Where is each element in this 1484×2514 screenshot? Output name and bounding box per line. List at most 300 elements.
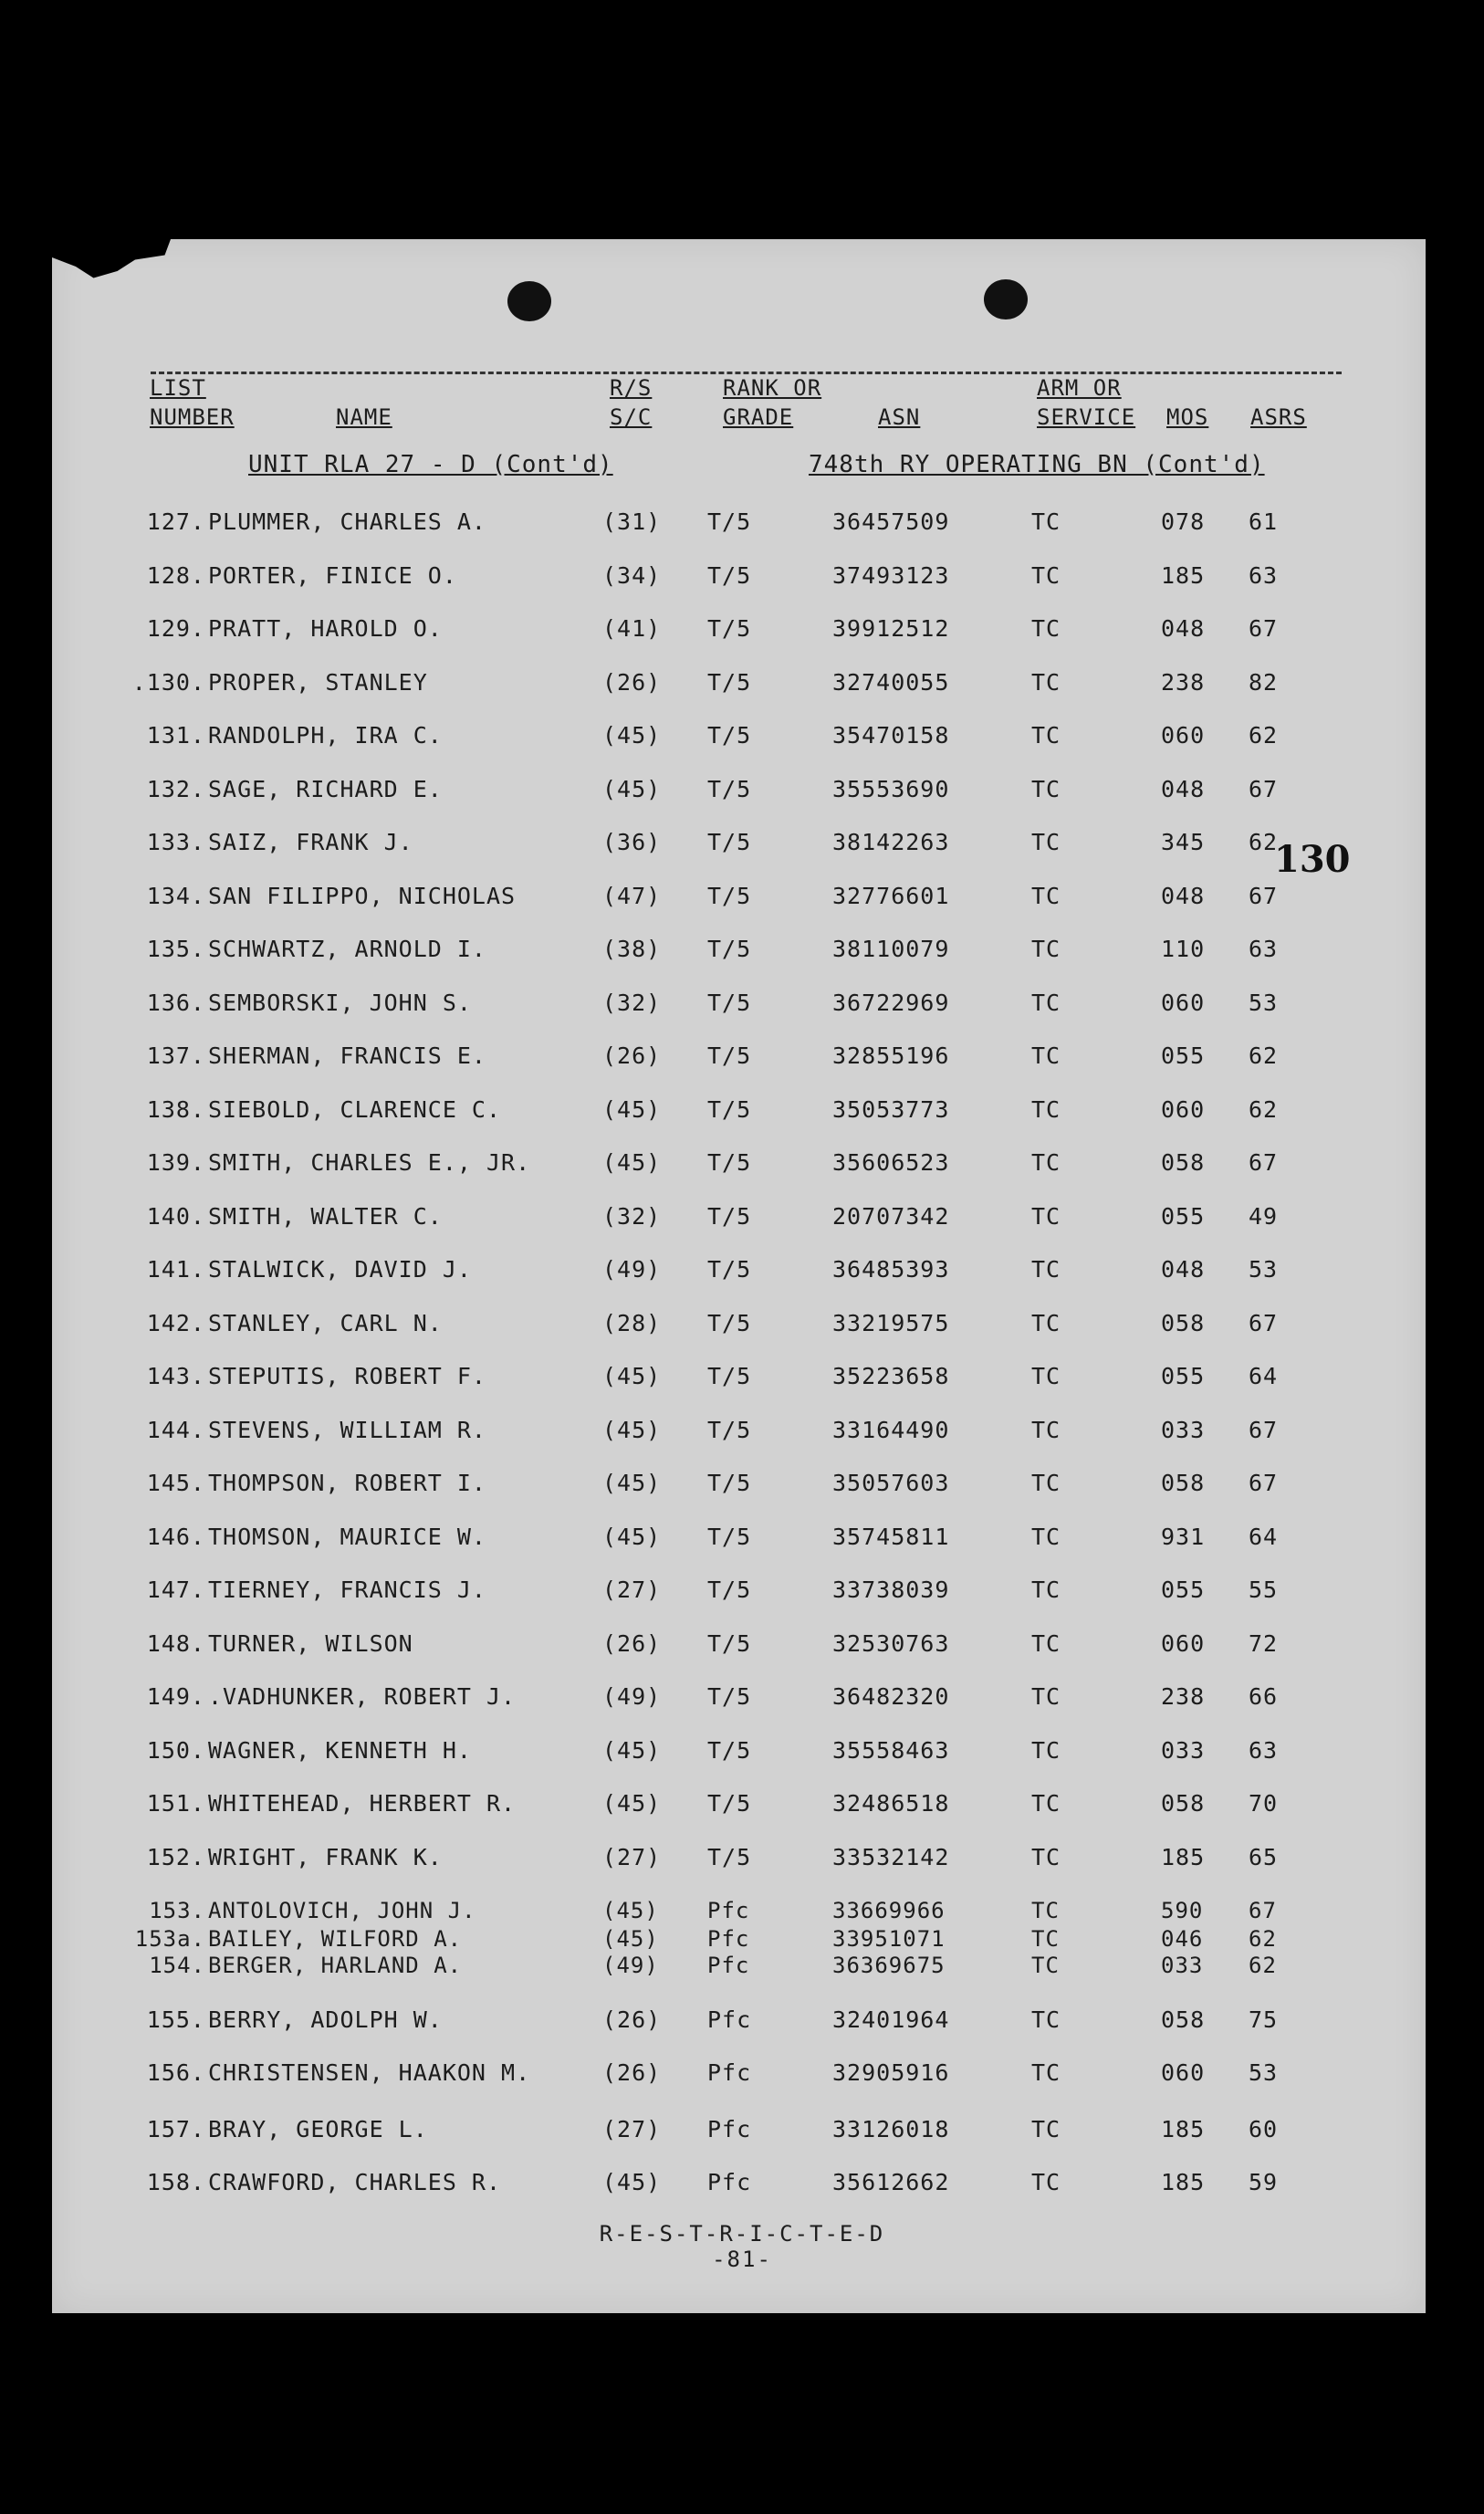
cell-num: 155. bbox=[146, 2006, 205, 2033]
cell-mos: 185 bbox=[1161, 1844, 1206, 1870]
cell-asn: 35745811 bbox=[832, 1524, 950, 1550]
cell-rs: (49) bbox=[602, 1953, 659, 1978]
cell-rank: Pfc bbox=[707, 1898, 750, 1923]
cell-name: .VADHUNKER, ROBERT J. bbox=[208, 1683, 517, 1710]
table-row bbox=[0, 1524, 1484, 1551]
cell-asrs: 67 bbox=[1249, 1310, 1279, 1336]
cell-mos: 048 bbox=[1161, 615, 1206, 642]
cell-num: 142. bbox=[146, 1310, 205, 1336]
cell-asrs: 63 bbox=[1249, 1737, 1279, 1764]
cell-asn: 32740055 bbox=[832, 669, 950, 696]
cell-rank: T/5 bbox=[707, 1790, 752, 1817]
cell-rank: T/5 bbox=[707, 1042, 752, 1069]
cell-mos: 060 bbox=[1161, 722, 1206, 749]
cell-name: RANDOLPH, IRA C. bbox=[208, 722, 443, 749]
cell-asn: 33219575 bbox=[832, 1310, 950, 1336]
cell-name: STEVENS, WILLIAM R. bbox=[208, 1417, 486, 1443]
footer-classification: R-E-S-T-R-I-C-T-E-D bbox=[599, 2221, 885, 2247]
cell-asrs: 67 bbox=[1249, 883, 1279, 909]
cell-asn: 36722969 bbox=[832, 990, 950, 1016]
cell-name: THOMPSON, ROBERT I. bbox=[208, 1470, 486, 1496]
cell-asn: 38110079 bbox=[832, 936, 950, 962]
table-row bbox=[0, 829, 1484, 856]
cell-arm: TC bbox=[1031, 1363, 1061, 1389]
table-row bbox=[0, 1952, 1484, 1979]
cell-asn: 32855196 bbox=[832, 1042, 950, 1069]
cell-arm: TC bbox=[1031, 1256, 1061, 1283]
table-row bbox=[0, 562, 1484, 590]
cell-rs: (45) bbox=[602, 1149, 662, 1176]
cell-name: PLUMMER, CHARLES A. bbox=[208, 508, 486, 535]
table-row bbox=[0, 1683, 1484, 1711]
cell-asrs: 67 bbox=[1249, 1417, 1279, 1443]
cell-rs: (32) bbox=[602, 990, 662, 1016]
cell-asrs: 62 bbox=[1249, 1042, 1279, 1069]
cell-num: 131. bbox=[146, 722, 205, 749]
cell-mos: 033 bbox=[1161, 1417, 1206, 1443]
cell-asrs: 60 bbox=[1249, 2116, 1279, 2142]
table-row bbox=[0, 1897, 1484, 1924]
cell-rank: T/5 bbox=[707, 1203, 752, 1230]
cell-asn: 35606523 bbox=[832, 1149, 950, 1176]
cell-asn: 35558463 bbox=[832, 1737, 950, 1764]
cell-num: 153. bbox=[149, 1898, 205, 1923]
cell-name: PRATT, HAROLD O. bbox=[208, 615, 443, 642]
cell-num: 158. bbox=[146, 2169, 205, 2195]
cell-name: SAIZ, FRANK J. bbox=[208, 829, 413, 855]
cell-num: 139. bbox=[146, 1149, 205, 1176]
cell-rank: Pfc bbox=[707, 2116, 752, 2142]
cell-asn: 35223658 bbox=[832, 1363, 950, 1389]
cell-num: 144. bbox=[146, 1417, 205, 1443]
cell-name: SAGE, RICHARD E. bbox=[208, 776, 443, 802]
cell-rank: T/5 bbox=[707, 1630, 752, 1657]
cell-rs: (45) bbox=[602, 2169, 662, 2195]
cell-name: BRAY, GEORGE L. bbox=[208, 2116, 428, 2142]
header-rs-sc: R/S S/C bbox=[610, 375, 653, 430]
cell-name: TURNER, WILSON bbox=[208, 1630, 413, 1657]
cell-arm: TC bbox=[1031, 669, 1061, 696]
cell-asn: 35612662 bbox=[832, 2169, 950, 2195]
table-row bbox=[0, 2059, 1484, 2087]
cell-name: SHERMAN, FRANCIS E. bbox=[208, 1042, 486, 1069]
cell-asrs: 55 bbox=[1249, 1576, 1279, 1603]
cell-num: 127. bbox=[146, 508, 205, 535]
cell-asn: 35553690 bbox=[832, 776, 950, 802]
cell-asrs: 49 bbox=[1249, 1203, 1279, 1230]
cell-rank: T/5 bbox=[707, 1096, 752, 1123]
table-row bbox=[0, 1470, 1484, 1497]
cell-arm: TC bbox=[1031, 829, 1061, 855]
cell-arm: TC bbox=[1031, 1790, 1061, 1817]
cell-rs: (26) bbox=[602, 1630, 662, 1657]
table-row bbox=[0, 1149, 1484, 1177]
cell-asrs: 62 bbox=[1249, 1096, 1279, 1123]
cell-mos: 185 bbox=[1161, 2169, 1206, 2195]
cell-rank: Pfc bbox=[707, 1926, 750, 1952]
table-row bbox=[0, 936, 1484, 963]
cell-rank: T/5 bbox=[707, 615, 752, 642]
cell-asn: 33669966 bbox=[832, 1898, 946, 1923]
cell-arm: TC bbox=[1031, 776, 1061, 802]
table-row bbox=[0, 1417, 1484, 1444]
cell-asn: 36482320 bbox=[832, 1683, 950, 1710]
cell-rank: T/5 bbox=[707, 1737, 752, 1764]
cell-mos: 033 bbox=[1161, 1953, 1204, 1978]
cell-num: 136. bbox=[146, 990, 205, 1016]
cell-mos: 060 bbox=[1161, 2059, 1206, 2086]
cell-rs: (26) bbox=[602, 1042, 662, 1069]
cell-arm: TC bbox=[1031, 1844, 1061, 1870]
header-list-number: LIST NUMBER bbox=[150, 375, 235, 430]
cell-rs: (26) bbox=[602, 669, 662, 696]
cell-rs: (36) bbox=[602, 829, 662, 855]
section-unit: UNIT RLA 27 - D (Cont'd) bbox=[248, 451, 613, 478]
cell-num: 145. bbox=[146, 1470, 205, 1496]
cell-num: 132. bbox=[146, 776, 205, 802]
cell-asn: 33164490 bbox=[832, 1417, 950, 1443]
cell-asrs: 67 bbox=[1249, 776, 1279, 802]
cell-num: 157. bbox=[146, 2116, 205, 2142]
cell-asrs: 67 bbox=[1249, 1470, 1279, 1496]
cell-num: 134. bbox=[146, 883, 205, 909]
cell-rank: Pfc bbox=[707, 1953, 750, 1978]
cell-asn: 33951071 bbox=[832, 1926, 946, 1952]
header-arm-service: ARM OR SERVICE bbox=[1037, 375, 1136, 430]
cell-rank: T/5 bbox=[707, 990, 752, 1016]
table-row bbox=[0, 1203, 1484, 1231]
table-row bbox=[0, 1844, 1484, 1871]
cell-mos: 058 bbox=[1161, 1310, 1206, 1336]
cell-arm: TC bbox=[1031, 1683, 1061, 1710]
cell-name: SMITH, WALTER C. bbox=[208, 1203, 443, 1230]
cell-num: 154. bbox=[149, 1953, 205, 1978]
table-row bbox=[0, 1737, 1484, 1765]
table-row bbox=[0, 1576, 1484, 1604]
cell-num: 128. bbox=[146, 562, 205, 589]
header-mos: MOS bbox=[1166, 404, 1209, 430]
cell-rs: (45) bbox=[602, 1470, 662, 1496]
cell-asn: 38142263 bbox=[832, 829, 950, 855]
cell-mos: 060 bbox=[1161, 990, 1206, 1016]
cell-num: .130. bbox=[131, 669, 205, 696]
cell-asrs: 62 bbox=[1249, 1953, 1277, 1978]
cell-name: TIERNEY, FRANCIS J. bbox=[208, 1576, 486, 1603]
cell-num: 133. bbox=[146, 829, 205, 855]
cell-rs: (45) bbox=[602, 722, 662, 749]
cell-asrs: 67 bbox=[1249, 1149, 1279, 1176]
cell-rs: (45) bbox=[602, 1417, 662, 1443]
cell-mos: 238 bbox=[1161, 1683, 1206, 1710]
cell-num: 143. bbox=[146, 1363, 205, 1389]
cell-mos: 345 bbox=[1161, 829, 1206, 855]
cell-asrs: 66 bbox=[1249, 1683, 1279, 1710]
cell-asn: 39912512 bbox=[832, 615, 950, 642]
cell-mos: 055 bbox=[1161, 1203, 1206, 1230]
cell-name: SIEBOLD, CLARENCE C. bbox=[208, 1096, 502, 1123]
cell-num: 151. bbox=[146, 1790, 205, 1817]
cell-asn: 36485393 bbox=[832, 1256, 950, 1283]
cell-asrs: 63 bbox=[1249, 936, 1279, 962]
cell-arm: TC bbox=[1031, 883, 1061, 909]
cell-rs: (45) bbox=[602, 776, 662, 802]
cell-rs: (45) bbox=[602, 1096, 662, 1123]
cell-arm: TC bbox=[1031, 1042, 1061, 1069]
table-row bbox=[0, 1042, 1484, 1070]
cell-arm: TC bbox=[1031, 615, 1061, 642]
cell-arm: TC bbox=[1031, 562, 1061, 589]
cell-mos: 058 bbox=[1161, 1149, 1206, 1176]
cell-mos: 931 bbox=[1161, 1524, 1206, 1550]
cell-mos: 185 bbox=[1161, 2116, 1206, 2142]
cell-name: STEPUTIS, ROBERT F. bbox=[208, 1363, 486, 1389]
cell-asrs: 72 bbox=[1249, 1630, 1279, 1657]
section-battalion: 748th RY OPERATING BN (Cont'd) bbox=[809, 451, 1265, 478]
cell-num: 135. bbox=[146, 936, 205, 962]
cell-asrs: 62 bbox=[1249, 722, 1279, 749]
cell-num: 153a. bbox=[134, 1926, 205, 1952]
cell-rank: T/5 bbox=[707, 562, 752, 589]
cell-name: PROPER, STANLEY bbox=[208, 669, 428, 696]
cell-name: PORTER, FINICE O. bbox=[208, 562, 457, 589]
cell-num: 138. bbox=[146, 1096, 205, 1123]
table-row bbox=[0, 990, 1484, 1017]
cell-asn: 33126018 bbox=[832, 2116, 950, 2142]
cell-asrs: 70 bbox=[1249, 1790, 1279, 1817]
cell-asn: 36457509 bbox=[832, 508, 950, 535]
cell-asrs: 53 bbox=[1249, 1256, 1279, 1283]
cell-asrs: 62 bbox=[1249, 829, 1279, 855]
header-rank-grade: RANK OR GRADE bbox=[723, 375, 822, 430]
cell-rs: (34) bbox=[602, 562, 662, 589]
cell-rs: (45) bbox=[602, 1898, 659, 1923]
cell-rank: T/5 bbox=[707, 776, 752, 802]
cell-rank: T/5 bbox=[707, 508, 752, 535]
cell-num: 156. bbox=[146, 2059, 205, 2086]
cell-rank: T/5 bbox=[707, 829, 752, 855]
cell-mos: 055 bbox=[1161, 1576, 1206, 1603]
cell-num: 137. bbox=[146, 1042, 205, 1069]
cell-num: 129. bbox=[146, 615, 205, 642]
cell-rank: T/5 bbox=[707, 1256, 752, 1283]
cell-rank: Pfc bbox=[707, 2059, 752, 2086]
cell-mos: 058 bbox=[1161, 2006, 1206, 2033]
cell-asrs: 64 bbox=[1249, 1524, 1279, 1550]
cell-name: WHITEHEAD, HERBERT R. bbox=[208, 1790, 517, 1817]
cell-rank: T/5 bbox=[707, 883, 752, 909]
header-asrs: ASRS bbox=[1250, 404, 1307, 430]
cell-mos: 055 bbox=[1161, 1042, 1206, 1069]
cell-asn: 32776601 bbox=[832, 883, 950, 909]
cell-name: SCHWARTZ, ARNOLD I. bbox=[208, 936, 486, 962]
cell-rs: (41) bbox=[602, 615, 662, 642]
cell-arm: TC bbox=[1031, 1310, 1061, 1336]
cell-rank: T/5 bbox=[707, 1683, 752, 1710]
cell-num: 149. bbox=[146, 1683, 205, 1710]
cell-arm: TC bbox=[1031, 2116, 1061, 2142]
cell-mos: 078 bbox=[1161, 508, 1206, 535]
cell-asn: 32486518 bbox=[832, 1790, 950, 1817]
cell-asrs: 67 bbox=[1249, 1898, 1277, 1923]
cell-asrs: 64 bbox=[1249, 1363, 1279, 1389]
cell-arm: TC bbox=[1031, 1953, 1060, 1978]
cell-num: 146. bbox=[146, 1524, 205, 1550]
cell-rs: (47) bbox=[602, 883, 662, 909]
cell-num: 150. bbox=[146, 1737, 205, 1764]
cell-asn: 35057603 bbox=[832, 1470, 950, 1496]
cell-rs: (31) bbox=[602, 508, 662, 535]
cell-asn: 32530763 bbox=[832, 1630, 950, 1657]
cell-name: BERGER, HARLAND A. bbox=[208, 1953, 463, 1978]
table-row bbox=[0, 615, 1484, 643]
cell-num: 148. bbox=[146, 1630, 205, 1657]
cell-name: ANTOLOVICH, JOHN J. bbox=[208, 1898, 476, 1923]
table-row bbox=[0, 1363, 1484, 1390]
cell-arm: TC bbox=[1031, 990, 1061, 1016]
cell-rank: Pfc bbox=[707, 2006, 752, 2033]
cell-rs: (28) bbox=[602, 1310, 662, 1336]
cell-name: SMITH, CHARLES E., JR. bbox=[208, 1149, 531, 1176]
cell-name: STALWICK, DAVID J. bbox=[208, 1256, 472, 1283]
cell-arm: TC bbox=[1031, 1203, 1061, 1230]
table-row bbox=[0, 776, 1484, 803]
cell-asrs: 67 bbox=[1249, 615, 1279, 642]
cell-rank: T/5 bbox=[707, 1524, 752, 1550]
cell-mos: 048 bbox=[1161, 776, 1206, 802]
cell-num: 147. bbox=[146, 1576, 205, 1603]
cell-asn: 32401964 bbox=[832, 2006, 950, 2033]
table-row bbox=[0, 669, 1484, 697]
cell-asrs: 53 bbox=[1249, 2059, 1279, 2086]
cell-arm: TC bbox=[1031, 1417, 1061, 1443]
cell-rs: (45) bbox=[602, 1737, 662, 1764]
table-row bbox=[0, 1310, 1484, 1337]
cell-arm: TC bbox=[1031, 1926, 1060, 1952]
cell-mos: 048 bbox=[1161, 1256, 1206, 1283]
table-row bbox=[0, 2116, 1484, 2143]
cell-asn: 35470158 bbox=[832, 722, 950, 749]
cell-mos: 058 bbox=[1161, 1470, 1206, 1496]
table-row bbox=[0, 722, 1484, 749]
header-asn: ASN bbox=[878, 404, 921, 430]
cell-num: 152. bbox=[146, 1844, 205, 1870]
cell-rank: T/5 bbox=[707, 722, 752, 749]
cell-mos: 060 bbox=[1161, 1630, 1206, 1657]
cell-asn: 33532142 bbox=[832, 1844, 950, 1870]
cell-rs: (26) bbox=[602, 2006, 662, 2033]
cell-rank: T/5 bbox=[707, 1844, 752, 1870]
cell-name: THOMSON, MAURICE W. bbox=[208, 1524, 486, 1550]
cell-arm: TC bbox=[1031, 1096, 1061, 1123]
cell-asrs: 61 bbox=[1249, 508, 1279, 535]
cell-arm: TC bbox=[1031, 1149, 1061, 1176]
cell-mos: 055 bbox=[1161, 1363, 1206, 1389]
cell-asn: 20707342 bbox=[832, 1203, 950, 1230]
cell-arm: TC bbox=[1031, 2059, 1061, 2086]
cell-mos: 058 bbox=[1161, 1790, 1206, 1817]
table-row bbox=[0, 1630, 1484, 1658]
cell-name: WRIGHT, FRANK K. bbox=[208, 1844, 443, 1870]
cell-rank: T/5 bbox=[707, 1470, 752, 1496]
header-name: NAME bbox=[336, 404, 392, 430]
cell-rs: (49) bbox=[602, 1256, 662, 1283]
cell-arm: TC bbox=[1031, 1737, 1061, 1764]
cell-name: WAGNER, KENNETH H. bbox=[208, 1737, 472, 1764]
cell-rank: T/5 bbox=[707, 936, 752, 962]
table-row bbox=[0, 1096, 1484, 1124]
cell-asrs: 75 bbox=[1249, 2006, 1279, 2033]
cell-num: 140. bbox=[146, 1203, 205, 1230]
cell-asn: 36369675 bbox=[832, 1953, 946, 1978]
page-stamp-number: 130 bbox=[1274, 838, 1351, 881]
cell-mos: 238 bbox=[1161, 669, 1206, 696]
table-row bbox=[0, 1925, 1484, 1953]
cell-mos: 046 bbox=[1161, 1926, 1204, 1952]
cell-asrs: 65 bbox=[1249, 1844, 1279, 1870]
cell-arm: TC bbox=[1031, 508, 1061, 535]
cell-mos: 185 bbox=[1161, 562, 1206, 589]
cell-arm: TC bbox=[1031, 722, 1061, 749]
cell-rank: T/5 bbox=[707, 1310, 752, 1336]
cell-rs: (32) bbox=[602, 1203, 662, 1230]
cell-name: BAILEY, WILFORD A. bbox=[208, 1926, 463, 1952]
cell-rs: (45) bbox=[602, 1926, 659, 1952]
cell-arm: TC bbox=[1031, 1898, 1060, 1923]
cell-mos: 060 bbox=[1161, 1096, 1206, 1123]
cell-rs: (45) bbox=[602, 1524, 662, 1550]
cell-name: CHRISTENSEN, HAAKON M. bbox=[208, 2059, 531, 2086]
cell-num: 141. bbox=[146, 1256, 205, 1283]
cell-mos: 048 bbox=[1161, 883, 1206, 909]
cell-rank: T/5 bbox=[707, 1363, 752, 1389]
cell-asn: 32905916 bbox=[832, 2059, 950, 2086]
cell-asrs: 63 bbox=[1249, 562, 1279, 589]
cell-rs: (38) bbox=[602, 936, 662, 962]
table-row bbox=[0, 883, 1484, 910]
cell-rs: (27) bbox=[602, 1576, 662, 1603]
footer-page-number: -81- bbox=[712, 2247, 772, 2272]
cell-rank: T/5 bbox=[707, 669, 752, 696]
cell-arm: TC bbox=[1031, 936, 1061, 962]
cell-rs: (49) bbox=[602, 1683, 662, 1710]
cell-name: BERRY, ADOLPH W. bbox=[208, 2006, 443, 2033]
cell-rs: (45) bbox=[602, 1363, 662, 1389]
cell-arm: TC bbox=[1031, 1524, 1061, 1550]
cell-rank: Pfc bbox=[707, 2169, 752, 2195]
cell-mos: 590 bbox=[1161, 1898, 1204, 1923]
cell-asn: 33738039 bbox=[832, 1576, 950, 1603]
cell-asn: 35053773 bbox=[832, 1096, 950, 1123]
table-row bbox=[0, 2006, 1484, 2034]
table-row bbox=[0, 1790, 1484, 1817]
cell-rs: (45) bbox=[602, 1790, 662, 1817]
cell-rank: T/5 bbox=[707, 1576, 752, 1603]
cell-rs: (27) bbox=[602, 2116, 662, 2142]
table-row bbox=[0, 1256, 1484, 1283]
cell-name: STANLEY, CARL N. bbox=[208, 1310, 443, 1336]
cell-arm: TC bbox=[1031, 1576, 1061, 1603]
cell-name: SAN FILIPPO, NICHOLAS bbox=[208, 883, 517, 909]
cell-rank: T/5 bbox=[707, 1149, 752, 1176]
cell-rank: T/5 bbox=[707, 1417, 752, 1443]
cell-arm: TC bbox=[1031, 1470, 1061, 1496]
cell-mos: 033 bbox=[1161, 1737, 1206, 1764]
cell-asrs: 59 bbox=[1249, 2169, 1279, 2195]
cell-arm: TC bbox=[1031, 2169, 1061, 2195]
cell-name: CRAWFORD, CHARLES R. bbox=[208, 2169, 502, 2195]
table-row bbox=[0, 508, 1484, 536]
table-row bbox=[0, 2169, 1484, 2196]
